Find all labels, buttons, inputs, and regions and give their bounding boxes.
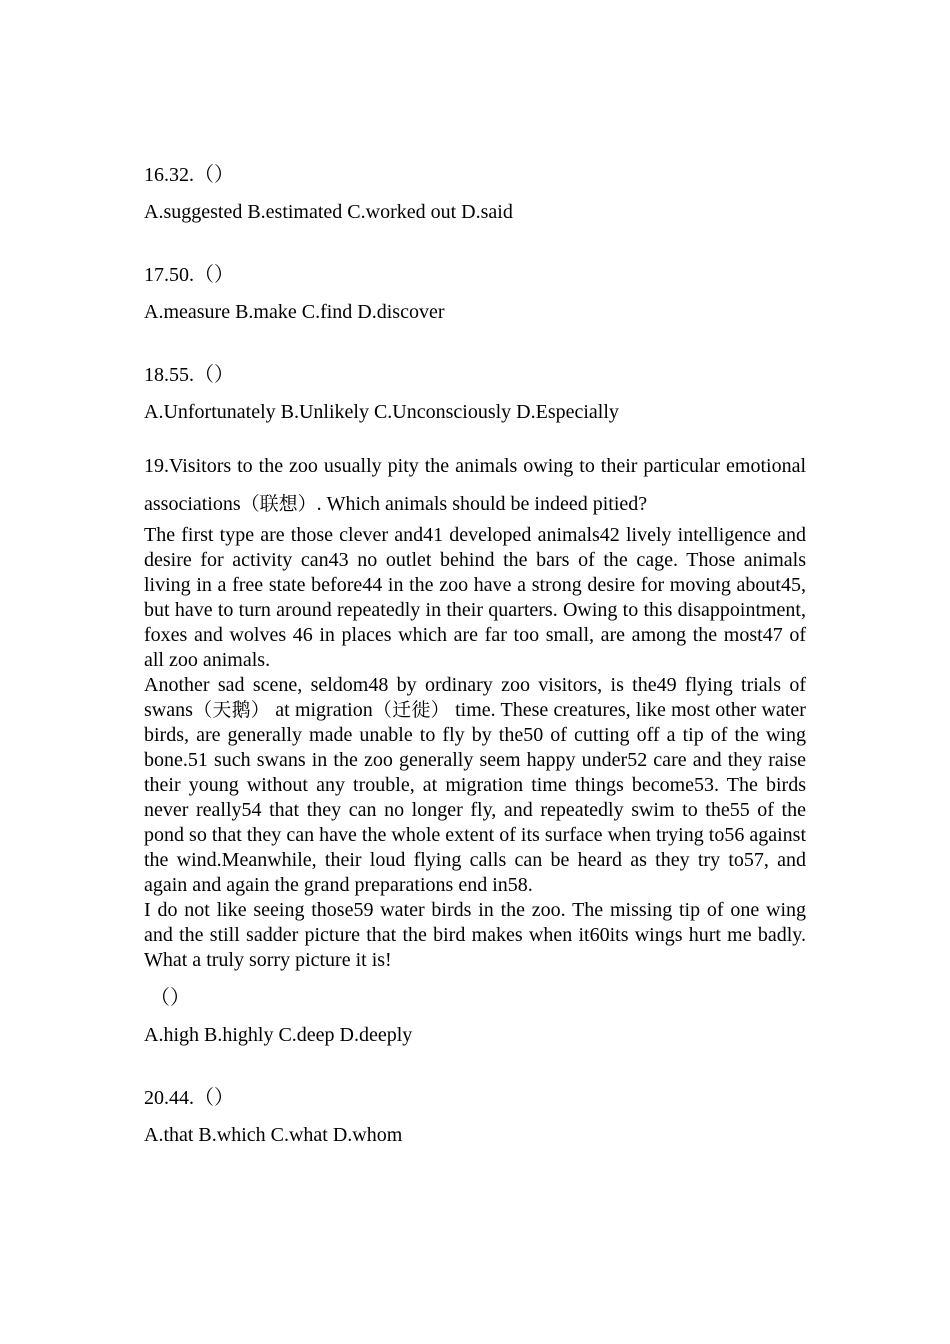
question-20-options: A.that B.which C.what D.whom xyxy=(144,1124,403,1146)
reading-passage xyxy=(144,523,806,973)
document-page xyxy=(144,160,806,1150)
question-17-stem: 17.50.（） xyxy=(144,264,234,286)
question-17-options: A.measure B.make C.find D.discover xyxy=(144,301,445,323)
question-16-options: A.suggested B.estimated C.worked out D.said xyxy=(144,201,513,223)
question-16-stem: 16.32.（） xyxy=(144,164,234,186)
passage-paragraph-1: The first type are those clever and41 developed animals42 lively intelligence and desire for activity can43 no outlet behind the bars of the cage. Those animals living in a free state before44 in the zoo have a strong desire for moving about45, but have to turn around repeatedly in their quarters. Owing to this disappointment, foxes and wolves 46 in places which are far too small, are among the most47 of all zoo animals. xyxy=(144,524,806,671)
question-20-stem: 20.44.（） xyxy=(144,1087,234,1109)
question-18-stem: 18.55.（） xyxy=(144,364,234,386)
question-18-options: A.Unfortunately B.Unlikely C.Unconsciously D.Especially xyxy=(144,401,619,423)
passage-paragraph-3: I do not like seeing those59 water birds in the zoo. The missing tip of one wing and the still sadder picture that the bird makes when it60its wings hurt me badly. What a truly sorry picture it is! xyxy=(144,899,806,971)
question-19-intro: 19.Visitors to the zoo usually pity the animals owing to their particular emotional associations（联想）. Which animals should be indeed pitied? xyxy=(144,455,806,515)
question-19-blank: （） xyxy=(150,987,190,1009)
question-19-options: A.high B.highly C.deep D.deeply xyxy=(144,1024,413,1046)
passage-paragraph-2: Another sad scene, seldom48 by ordinary zoo visitors, is the49 flying trials of swans（天鹅） at migration（迁徙） time. These creatures, like most other water birds, are generally made unable to fly by the50 of cutting off a tip of the wing bone.51 such swans in the zoo generally seem happy under52 care and they raise their young without any trouble, at migration time things become53. The birds never really54 that they can no longer fly, and repeatedly swim to the55 of the pond so that they can have the whole extent of its surface when trying to56 against the wind.Meanwhile, their loud flying calls can be heard as they try to57, and again and again the grand preparations end in58. xyxy=(144,674,806,896)
